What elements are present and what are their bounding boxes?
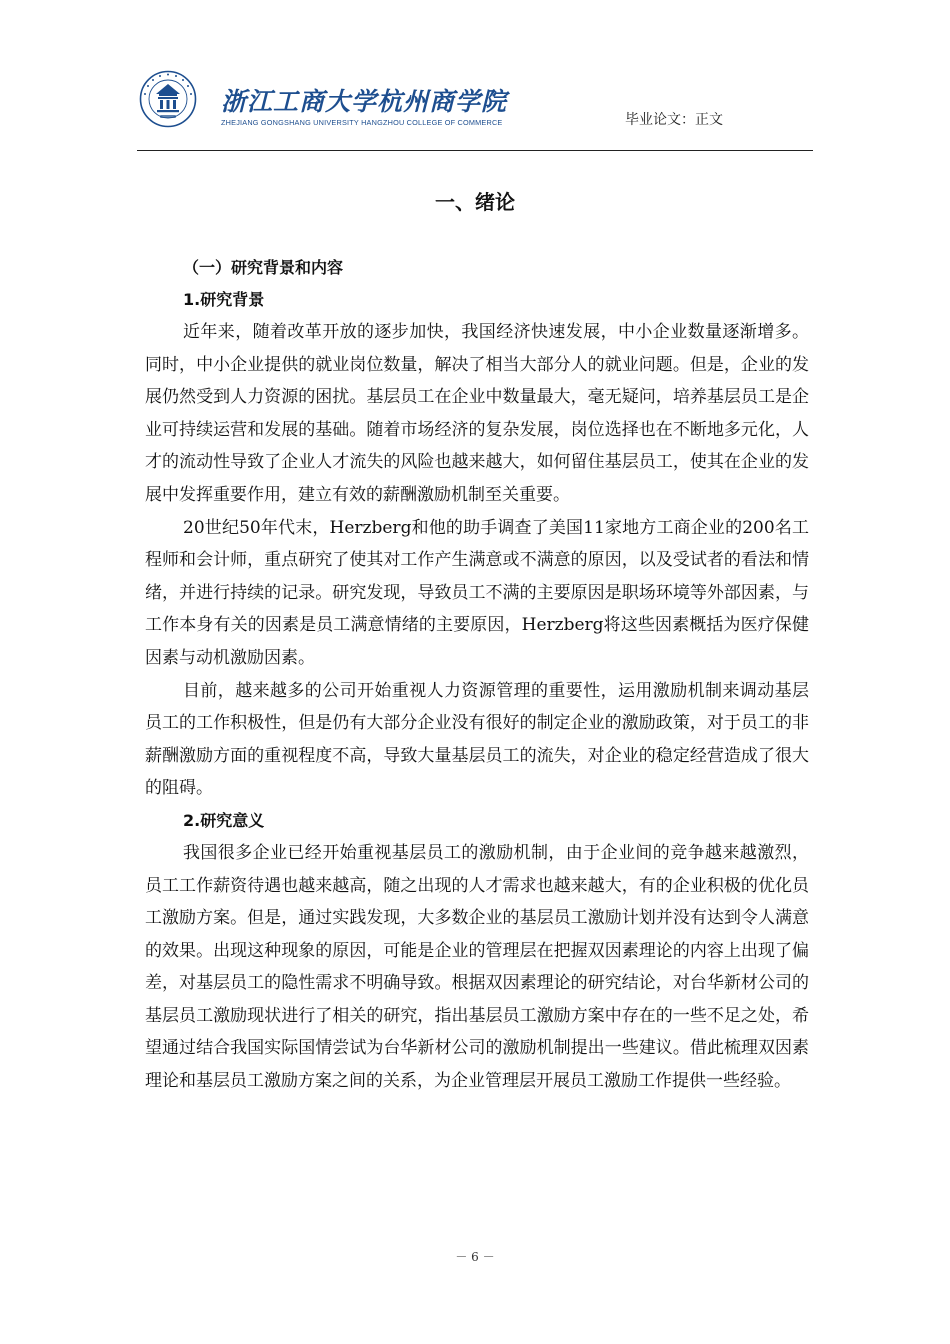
paragraph: 近年来，随着改革开放的逐步加快，我国经济快速发展，中小企业数量逐渐增多。同时，中小企业提供的就业岗位数量，解决了相当大部分人的就业问题。但是，企业的发展仍然受到人力资源的困扰。基层员工在企业中数量最大，毫无疑问，培养基层员工是企业可持续运营和发展的基础。随着市场经济的复杂发展，岗位选择也在不断地多元化，人才的流动性导致了企业人才流失的风险也越来越大，如何留住基层员工，使其在企业的发展中发挥重要作用，建立有效的薪酬激励机制至关重要。 bbox=[145, 322, 809, 505]
subsection-heading-background: 1.研究背景 bbox=[183, 290, 265, 309]
paragraph: 目前，越来越多的公司开始重视人力资源管理的重要性，运用激励机制来调动基层员工的工作积极性，但是仍有大部分企业没有很好的制定企业的激励政策，对于员工的非薪酬激励方面的重视程度不高，导致大量基层员工的流失，对企业的稳定经营造成了很大的阻碍。 bbox=[145, 680, 809, 799]
paragraph: 我国很多企业已经开始重视基层员工的激励机制，由于企业间的竞争越来越激烈，员工工作薪资待遇也越来越高，随之出现的人才需求也越来越大，有的企业积极的优化员工激励方案。但是，通过实践发现，大多数企业的基层员工激励计划并没有达到令人满意的效果。出现这种现象的原因，可能是企业的管理层在把握双因素理论的内容上出现了偏差，对基层员工的隐性需求不明确导致。根据双因素理论的研究结论，对台华新材公司的基层员工激励现状进行了相关的研究，指出基层员工激励方案中存在的一些不足之处，希望通过结合我国实际国情尝试为台华新材公司的激励机制提出一些建议。借此梳理双因素理论和基层员工激励方案之间的关系，为企业管理层开展员工激励工作提供一些经验。 bbox=[145, 842, 809, 1092]
page-number: － 6 － bbox=[455, 1250, 495, 1264]
logo-english-name: ZHEJIANG GONGSHANG UNIVERSITY HANGZHOU COLLEGE OF COMMERCE bbox=[221, 118, 503, 127]
section-heading: （一）研究背景和内容 bbox=[183, 258, 344, 277]
university-logo bbox=[221, 88, 507, 127]
body-content bbox=[145, 252, 809, 1098]
logo-chinese-name: 浙江工商大学杭州商学院 bbox=[221, 87, 508, 116]
header-section-label: 毕业论文：正文 bbox=[625, 112, 723, 128]
university-seal-icon bbox=[139, 70, 197, 128]
page-header bbox=[137, 66, 813, 151]
subsection-heading-significance: 2.研究意义 bbox=[183, 810, 265, 830]
chapter-title: 一、绪论 bbox=[435, 190, 515, 214]
paragraph: 20世纪50年代末，Herzberg和他的助手调查了美国11家地方工商企业的200名工程师和会计师，重点研究了使其对工作产生满意或不满意的原因，以及受试者的看法和情绪，并进行持续的记录。研究发现，导致员工不满的主要原因是职场环境等外部因素，与工作本身有关的因素是员工满意情绪的主要原因，Herzberg将这些因素概括为医疗保健因素与动机激励因素。 bbox=[145, 517, 809, 668]
